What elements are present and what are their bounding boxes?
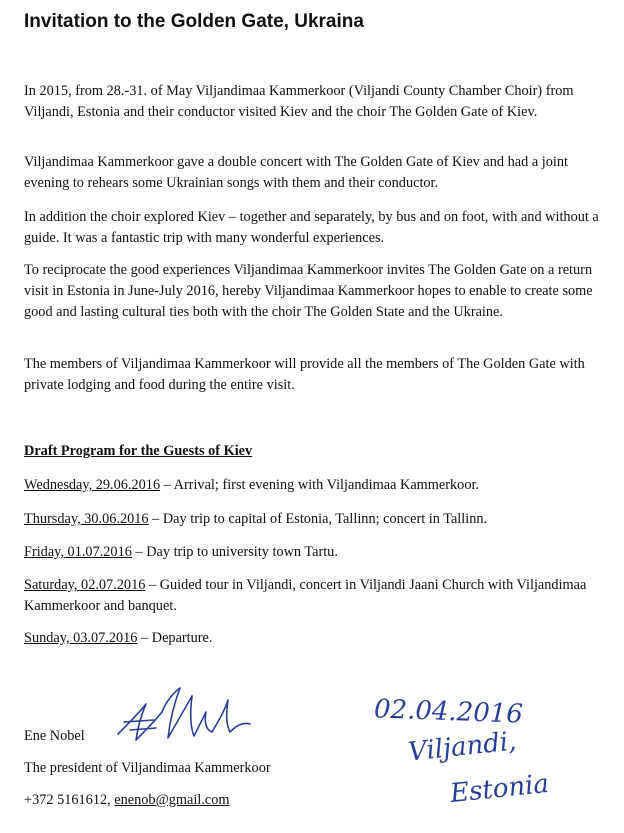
program-item	[24, 509, 614, 530]
program-description: – Day trip to university town Tartu.	[131, 544, 338, 560]
phone-number: +372 5161612,	[24, 792, 115, 808]
program-date: Sunday, 03.07.2016	[24, 630, 138, 646]
program-item	[24, 575, 614, 617]
paragraph-concert: Viljandimaa Kammerkoor gave a double concert with The Golden Gate of Kiev and had a joint evening to rehears some Ukrainian songs with them and their conductor.	[24, 154, 568, 191]
paragraph-intro: In 2015, from 28.-31. of May Viljandimaa Kammerkoor (Viljandi County Chamber Choir) from Viljandi, Estonia and their conductor visited Kiev and the choir The Golden Gate of Kiev.	[24, 83, 574, 120]
signatory-role: The president of Viljandimaa Kammerkoor	[24, 760, 271, 776]
program-item	[24, 542, 614, 563]
program-date: Friday, 01.07.2016	[24, 544, 132, 560]
contact-line	[24, 790, 229, 810]
program-item	[24, 628, 614, 649]
program-heading: Draft Program for the Guests of Kiev	[24, 443, 253, 459]
program-item	[24, 475, 614, 496]
paragraph-invitation: To reciprocate the good experiences Viljandimaa Kammerkoor invites The Golden Gate on a return visit in Estonia in June-July 2016, hereby Viljandimaa Kammerkoor hopes to enable to create some good and lasting cultural ties both with the choir The Golden State and the Ukraine.	[24, 262, 593, 320]
program-date: Saturday, 02.07.2016	[24, 577, 146, 593]
program-date: Wednesday, 29.06.2016	[24, 477, 161, 493]
paragraph-explore: In addition the choir explored Kiev – together and separately, by bus and on foot, with and without a guide. It was a fantastic trip with many wonderful experiences.	[24, 209, 599, 246]
handwritten-signature	[110, 682, 260, 752]
handwritten-country: Estonia	[448, 768, 551, 810]
program-description: – Day trip to capital of Estonia, Tallinn; concert in Tallinn.	[148, 511, 488, 527]
document-title: Invitation to the Golden Gate, Ukraina	[24, 11, 364, 32]
program-description: – Guided tour in Viljandi, concert in Viljandi Jaani Church with Viljandimaa Kammerkoor and banquet.	[24, 577, 587, 614]
handwritten-city: Viljandi,	[406, 726, 518, 768]
handwritten-date: 02.04.2016	[373, 694, 524, 730]
program-description: – Arrival; first evening with Viljandimaa Kammerkoor.	[160, 477, 480, 493]
program-description: – Departure.	[137, 630, 213, 646]
paragraph-lodging: The members of Viljandimaa Kammerkoor will provide all the members of The Golden Gate with private lodging and food during the entire visit.	[24, 356, 585, 393]
signatory-name: Ene Nobel	[24, 728, 85, 744]
email-link[interactable]: enenob@gmail.com	[114, 792, 230, 808]
program-date: Thursday, 30.06.2016	[24, 511, 149, 527]
